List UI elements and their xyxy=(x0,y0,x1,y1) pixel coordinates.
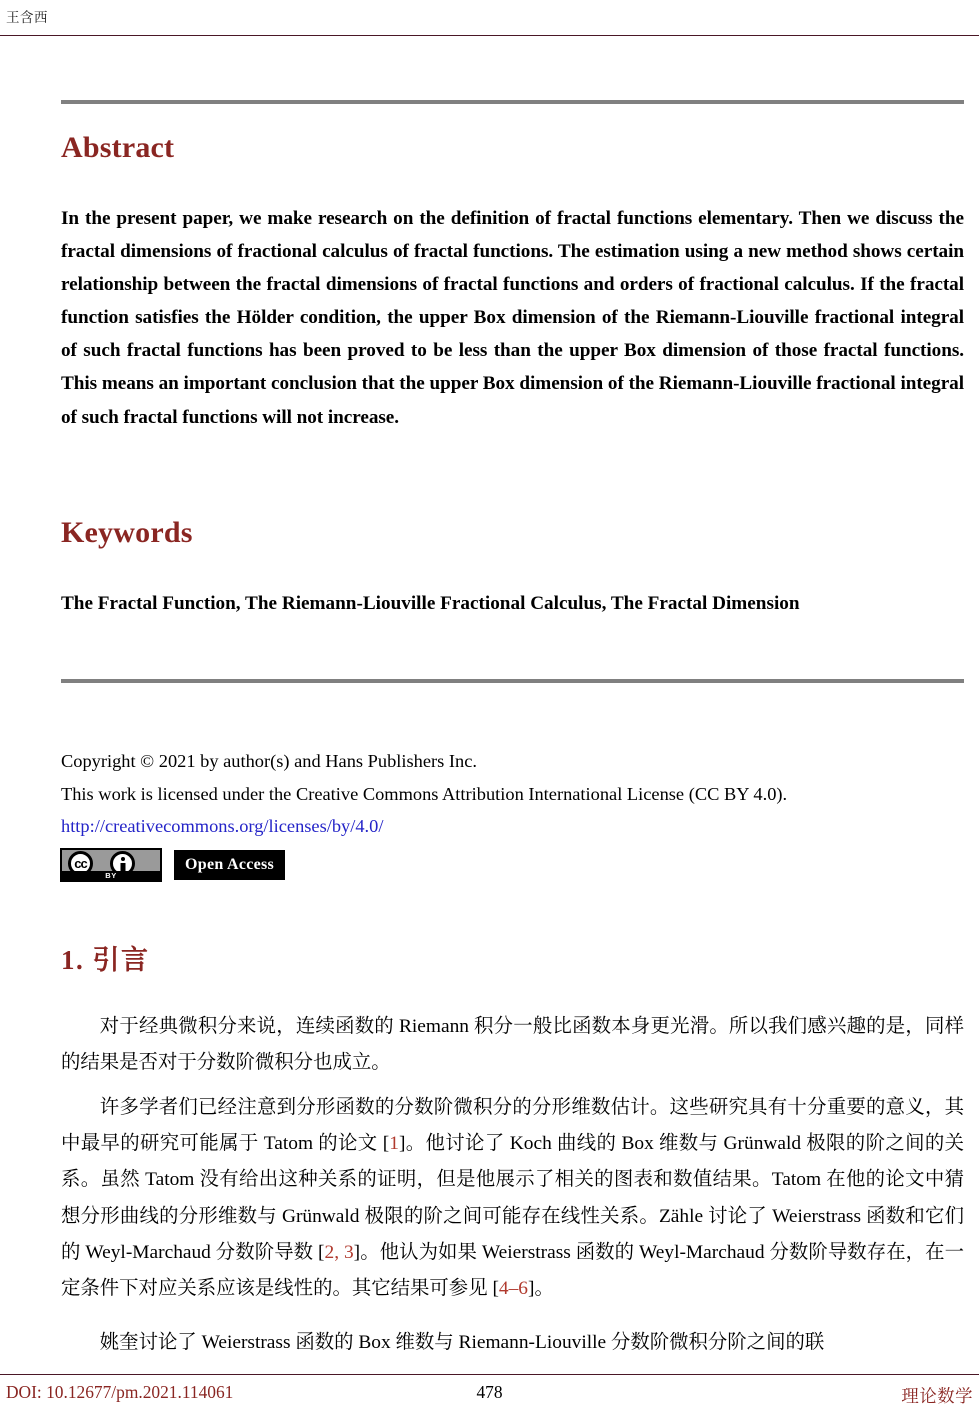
page-number: 478 xyxy=(476,1382,503,1402)
paragraph-segment: ]。他讨论了 Koch 曲线的 Box 维数与 Grünwald 极限的阶之间的关系。虽然 Tatom 没有给出这种关系的证明，但是他展示了相关的图表和数值结果。Tatom 在他的论文中猜想分形曲线的分形维数与 Grünwald 极限的阶之间可能存在线性关系。Zähle 讨论了 Weierstrass 函数和它们的 Weyl-Marchaud 分数阶导数 [ xyxy=(61,1133,964,1263)
copyright-line-1: Copyright © 2021 by author(s) and Hans Publishers Inc. xyxy=(61,751,477,771)
body-paragraph xyxy=(61,1325,964,1361)
abstract-top-divider xyxy=(61,100,964,104)
doi-text[interactable]: DOI: 10.12677/pm.2021.114061 xyxy=(6,1382,234,1402)
paragraph-segment: ]。他认为如果 Weierstrass 函数的 Weyl-Marchaud 分数阶导数存在，在一定条件下对应关系应该是线性的。其它结果可参见 [ xyxy=(61,1241,965,1300)
keywords-heading: Keywords xyxy=(61,516,193,549)
keywords-text: The Fractal Function, The Riemann-Liouville Fractional Calculus, The Fractal Dimension xyxy=(61,593,800,614)
cc-by-badge[interactable] xyxy=(60,848,162,882)
cc-by-label: BY xyxy=(62,871,160,880)
copyright-block xyxy=(61,745,964,843)
citation-reference[interactable]: 4–6 xyxy=(498,1278,528,1300)
body-paragraph xyxy=(61,1090,964,1307)
paragraph-text: 姚奎讨论了 Weierstrass 函数的 Box 维数与 Riemann-Liouville 分数阶微积分阶之间的联 xyxy=(99,1332,825,1353)
creative-commons-icon: cc xyxy=(68,851,93,876)
body-paragraph xyxy=(61,1009,964,1081)
paragraph-text xyxy=(61,1090,964,1307)
paragraph-segment: 许多学者们已经注意到分形函数的分数阶微积分的分形维数估计。这些研究具有十分重要的意义，其中最早的研究可能属于 Tatom 的论文 [ xyxy=(61,1097,964,1155)
paragraph-text: 对于经典微积分来说，连续函数的 Riemann 积分一般比函数本身更光滑。所以我们感兴趣的是，同样的结果是否对于分数阶微积分也成立。 xyxy=(61,1016,964,1074)
citation-reference[interactable]: 2, 3 xyxy=(324,1241,354,1263)
header-divider xyxy=(0,35,979,36)
footer-divider xyxy=(0,1374,979,1375)
abstract-text: In the present paper, we make research on the definition of fractal functions elementary. Then we discuss the fractal dimensions of fractional calculus of fractal functions. The estimation using a new method shows certain relationship between the fractal dimensions of fractal functions and orders of fractional calculus. If the fractal function satisfies the Hölder condition, the upper Box dimension of the Riemann-Liouville fractional integral of such fractal functions has been proved to be less than the upper Box dimension of those fractal functions. This means an important conclusion that the upper Box dimension of the Riemann-Liouville fractional integral of such fractal functions will not increase. xyxy=(61,208,964,428)
abstract-heading: Abstract xyxy=(61,131,175,164)
open-access-badge[interactable]: Open Access xyxy=(174,850,285,880)
citation-reference[interactable]: 1 xyxy=(389,1133,399,1155)
section-heading-introduction: 1. 引言 xyxy=(61,945,150,975)
license-line: This work is licensed under the Creative Commons Attribution International License (CC BY 4.0). xyxy=(61,783,788,804)
paragraph-segment: ]。 xyxy=(528,1278,554,1300)
page-footer xyxy=(0,1382,979,1410)
running-head-author: 王含西 xyxy=(6,10,48,25)
keywords-bottom-divider xyxy=(61,679,964,683)
license-badges xyxy=(60,848,285,882)
journal-name: 理论数学 xyxy=(901,1386,973,1406)
license-url-link[interactable]: http://creativecommons.org/licenses/by/4.0/ xyxy=(61,816,384,837)
